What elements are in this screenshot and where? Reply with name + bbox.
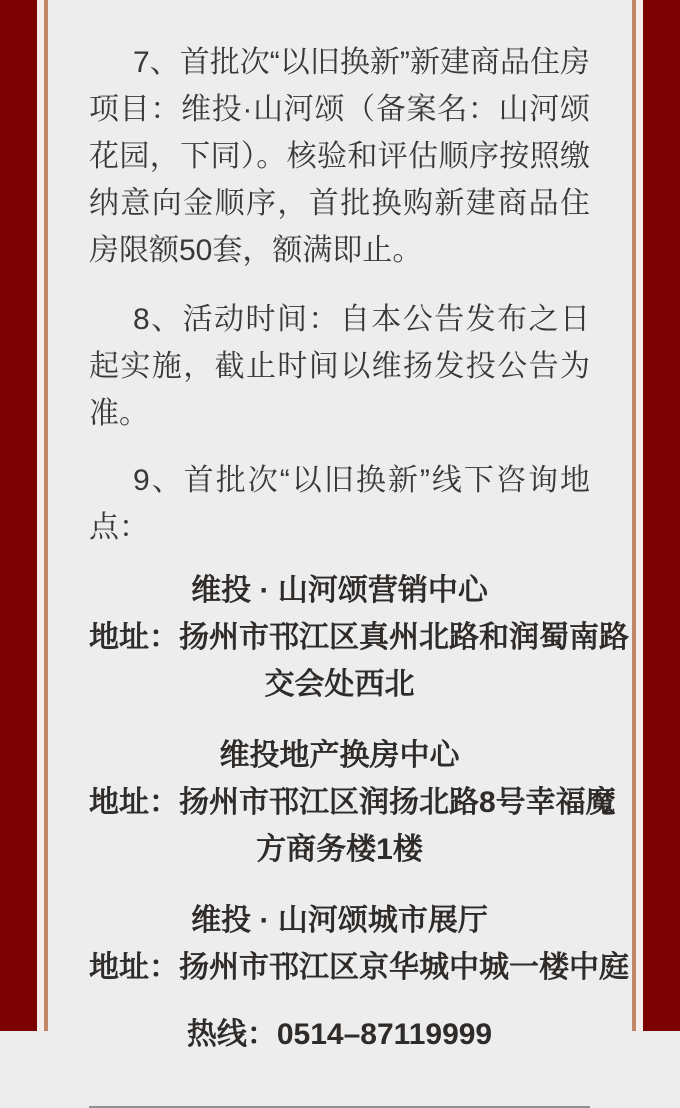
location-block-marketing-center [89,567,629,708]
location-address-line-2: 方商务楼1楼 [256,833,423,866]
paragraph-9: 9、首批次“以旧换新”线下咨询地点： [89,464,590,544]
location-name: 维投地产换房中心 [219,739,460,772]
left-border-band [0,0,37,1031]
location-block-city-showroom [89,897,629,991]
hotline-label: 热线： [186,1018,277,1051]
location-block-exchange-center [89,732,616,873]
announcement-content [89,0,629,1108]
right-border-strip [636,0,643,1031]
hotline [89,1011,590,1058]
right-border-line [632,0,636,1031]
left-border-strip [37,0,44,1031]
location-name: 维投 · 山河颂营销中心 [191,574,488,607]
location-address-line-1: 地址：扬州市邗江区润扬北路8号幸福魔 [89,786,616,819]
location-address-line-1: 地址：扬州市邗江区真州北路和润蜀南路 [89,621,629,654]
paragraph-8: 8、活动时间：自本公告发布之日起实施，截止时间以维扬发投公告为准。 [89,303,590,430]
hotline-number: 0514–87119999 [276,1018,493,1051]
paragraph-7: 7、首批次“以旧换新”新建商品住房项目：维投·山河颂（备案名：山河颂花园，下同）。核验和评估顺序按照缴纳意向金顺序，首批换购新建商品住房限额50套，额满即止。 [89,46,590,267]
location-address-line-2: 交会处西北 [264,668,415,701]
location-address-line-1: 地址：扬州市邗江区京华城中城一楼中庭 [89,951,629,984]
location-name: 维投 · 山河颂城市展厅 [191,904,488,937]
right-border-band [643,0,680,1031]
left-border-line [44,0,48,1031]
